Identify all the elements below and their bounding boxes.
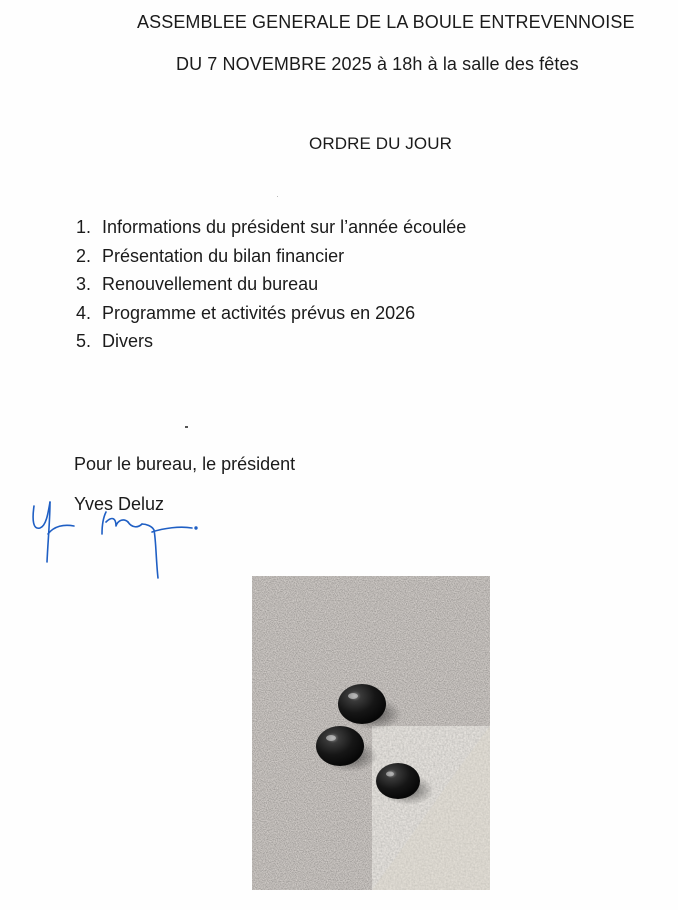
agenda-item-number: 1. bbox=[76, 217, 92, 237]
agenda-item-number: 4. bbox=[76, 302, 92, 323]
agenda-item bbox=[76, 301, 466, 330]
signature-closing: Pour le bureau, le président bbox=[74, 454, 296, 474]
agenda-item-number: 3. bbox=[76, 274, 92, 294]
agenda-item-text: Renouvellement du bureau bbox=[102, 274, 319, 294]
agenda-item-number: 5. bbox=[76, 331, 92, 351]
scan-speck bbox=[277, 196, 278, 197]
agenda-item bbox=[76, 244, 466, 273]
agenda-item-text: Programme et activités prévus en 2026 bbox=[102, 302, 416, 323]
agenda-item bbox=[76, 215, 466, 244]
handwritten-signature bbox=[24, 490, 204, 590]
agenda-item-number: 2. bbox=[76, 245, 92, 266]
agenda-heading: ORDRE DU JOUR bbox=[309, 134, 452, 153]
agenda-item bbox=[76, 272, 466, 301]
scan-speck bbox=[185, 426, 188, 428]
agenda-item-text: Présentation du bilan financier bbox=[102, 245, 345, 266]
agenda-item-text: Divers bbox=[102, 331, 154, 351]
agenda-item-text: Informations du président sur l’année écoulée bbox=[102, 217, 467, 237]
meeting-date-line: DU 7 NOVEMBRE 2025 à 18h à la salle des fêtes bbox=[176, 54, 579, 74]
agenda-item bbox=[76, 329, 466, 358]
document-title: ASSEMBLEE GENERALE DE LA BOULE ENTREVENNOISE bbox=[137, 12, 635, 32]
agenda-list bbox=[76, 215, 466, 358]
signatory-name: Yves Deluz bbox=[74, 494, 165, 514]
petanque-boules-photo bbox=[252, 576, 490, 890]
